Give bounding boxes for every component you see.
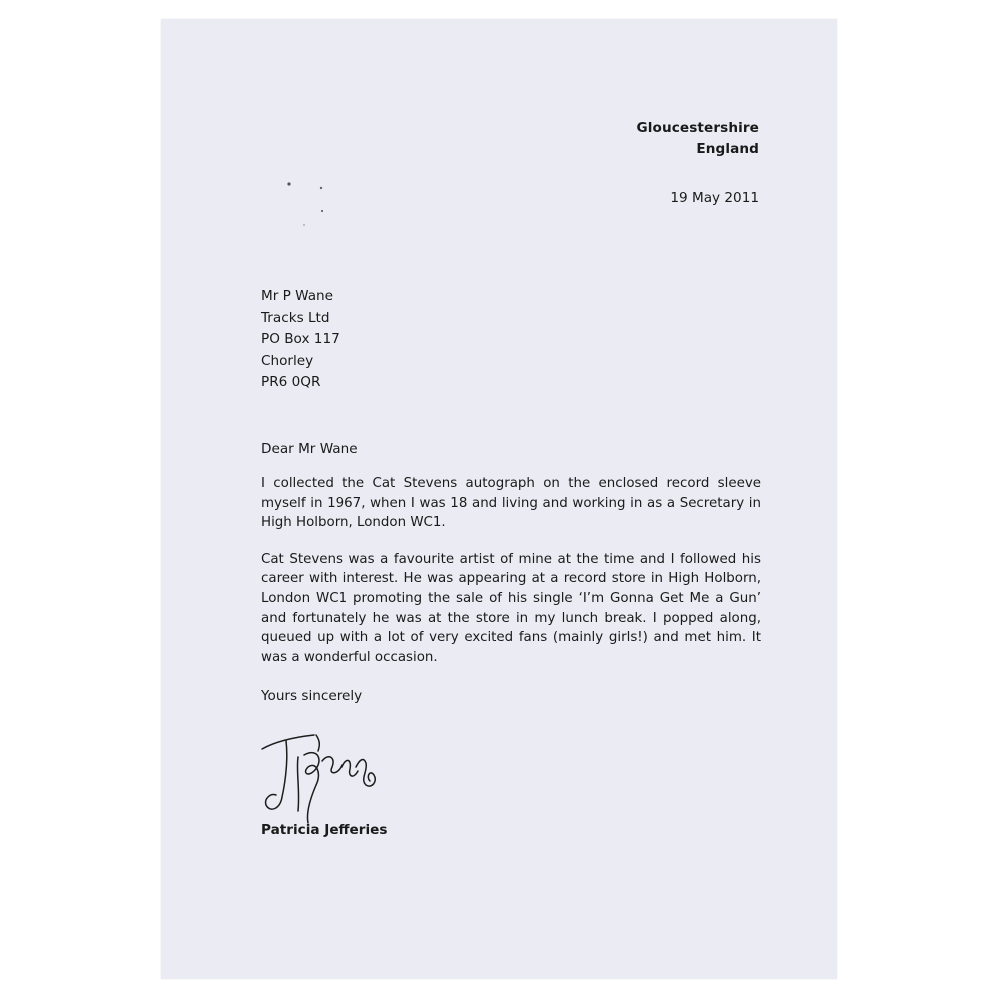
letter-date: 19 May 2011 [670,190,759,206]
recipient-line: Chorley [261,352,314,369]
handwritten-signature [256,727,386,827]
recipient-line: Tracks Ltd [261,309,330,326]
sender-country: England [696,141,759,157]
recipient-address [261,286,340,394]
recipient-line: PO Box 117 [261,331,340,347]
signer-name: Patricia Jefferies [261,822,388,838]
recipient-line: PR6 0QR [261,374,321,390]
closing: Yours sincerely [261,688,363,704]
sender-county: Gloucestershire [636,120,759,136]
body-paragraph: Cat Stevens was a favourite artist of mine at the time and I followed his career with interest. He was appearing at a record store in High Holborn, London WC1 promoting the sale of his single ‘I’m Gonna Get Me a Gun’ and fortunately he was at the store in my lunch break. I popped along, queued up with a lot of very excited fans (mainly girls!) and met him. It was a wonderful occasion. [261,551,761,665]
salutation: Dear Mr Wane [261,441,358,457]
paper-specks [281,179,331,229]
recipient-line: Mr P Wane [261,288,334,304]
letter-body [261,474,761,684]
letter-page [161,19,837,979]
body-paragraph: I collected the Cat Stevens autograph on the enclosed record sleeve myself in 1967, when I was 18 and living and working in as a Secretary in High Holborn, London WC1. [261,476,761,531]
sender-address [637,118,759,160]
